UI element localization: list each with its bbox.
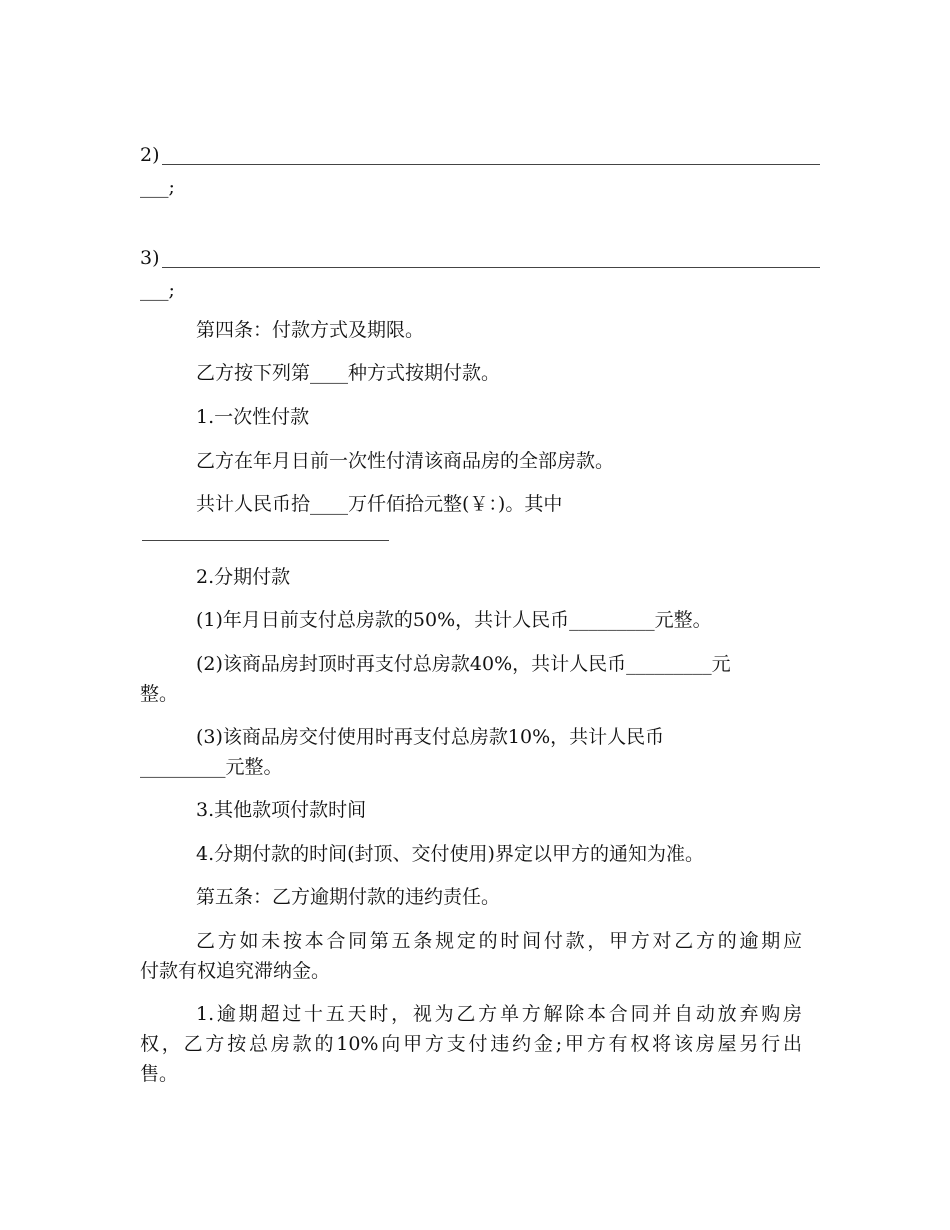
option-3-heading: 3.其他款项付款时间	[196, 799, 367, 821]
article-5-item1-line1: 1.逾期超过十五天时，视为乙方单方解除本合同并自动放弃购房	[196, 1003, 802, 1025]
item-2-label: 2)	[140, 144, 160, 166]
item-2-tail: ___;	[140, 176, 175, 198]
item-3-label: 3)	[140, 247, 160, 269]
option-4-text: 4.分期付款的时间(封顶、交付使用)界定以甲方的通知为准。	[196, 843, 704, 865]
article-5-item1-line3: 售。	[140, 1063, 179, 1085]
article-4-intro: 乙方按下列第____种方式按期付款。	[196, 362, 501, 384]
option-1-total: 共计人民币拾____万仟佰拾元整(￥：)。其中	[196, 493, 563, 515]
article-5-item1-line2: 权，乙方按总房款的10%向甲方支付违约金;甲方有权将该房屋另行出	[140, 1033, 802, 1055]
option-2-heading: 2.分期付款	[196, 566, 291, 588]
option-1-blank-rule	[142, 540, 389, 541]
option-2-p3-line2: _________元整。	[140, 756, 283, 778]
article-5-title: 第五条：乙方逾期付款的违约责任。	[196, 886, 501, 908]
option-1-text: 乙方在年月日前一次性付清该商品房的全部房款。	[196, 450, 615, 472]
item-3-tail: ___;	[140, 279, 175, 301]
item-2-blank-rule	[162, 164, 820, 165]
item-3-blank-rule	[162, 267, 820, 268]
option-2-p2-line2: 整。	[140, 683, 179, 705]
option-2-p2-line1: (2)该商品房封顶时再支付总房款40%，共计人民币_________元	[196, 653, 731, 675]
article-5-p1-line1: 乙方如未按本合同第五条规定的时间付款，甲方对乙方的逾期应	[196, 930, 802, 952]
option-2-p3-line1: (3)该商品房交付使用时再支付总房款10%，共计人民币	[196, 726, 665, 748]
option-2-p1: (1)年月日前支付总房款的50%，共计人民币_________元整。	[196, 609, 712, 631]
article-4-title: 第四条：付款方式及期限。	[196, 319, 425, 341]
article-5-p1-line2: 付款有权追究滞纳金。	[140, 960, 331, 982]
option-1-heading: 1.一次性付款	[196, 406, 310, 428]
